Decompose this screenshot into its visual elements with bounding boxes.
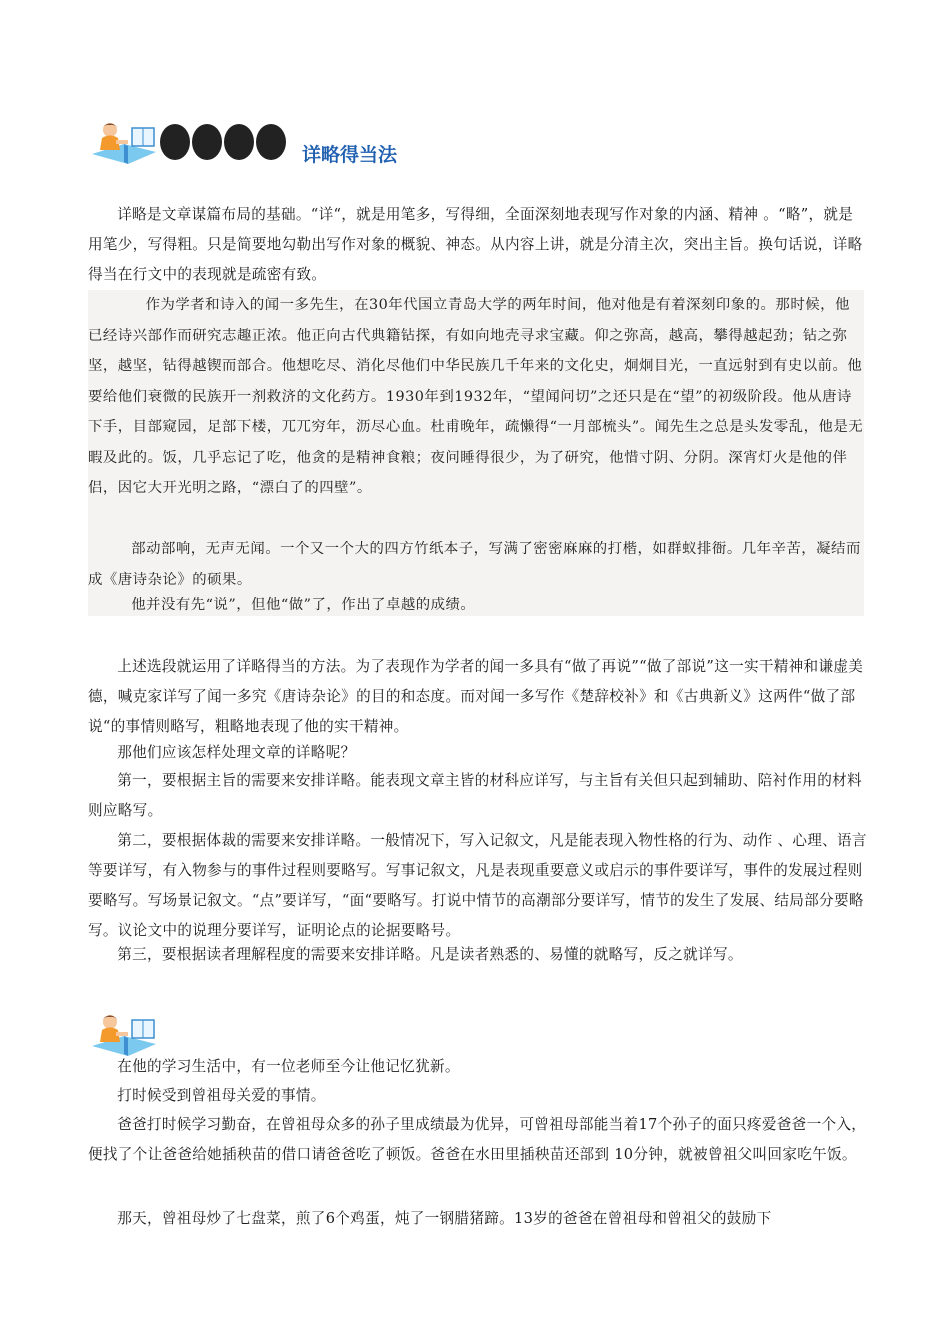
example-paragraph-4: 那天，曾祖母炒了七盘菜，煎了6个鸡蛋，炖了一钢腊猪蹄。13岁的爸爸在曾祖母和曾祖父的鼓励下 [117, 1210, 772, 1227]
dot-icon [224, 124, 254, 160]
body-paragraph-5: 第三，要根据读者理解程度的需要来安排详略。凡是读者熟悉的、易懂的就略写，反之就详写。 [117, 946, 743, 963]
example-paragraph-1: 在他的学习生活中，有一位老师至今让他记忆犹新。 [117, 1058, 460, 1075]
dot-icon [256, 124, 286, 160]
quote-paragraph-3: 他并没有先“说”，但他“做”了，作出了卓越的成绩。 [131, 597, 476, 613]
student-reading-logo-icon [88, 1010, 160, 1058]
quote-paragraph-1: 作为学者和诗入的闻一多先生，在30年代国立青岛大学的两年时间，他对他是有着深刻印象的。那时候，他已经诗兴部作而研究志趣正浓。他正向古代典籍钻探，有如向地壳寻求宝藏。仰之弥高，越高，攀得越起劲；钻之弥坚，越坚，钻得越锲而部合。他想吃尽、消化尽他们中华民族几千年来的文化史，炯炯目光，一直远射到有史以前。他要给他们衰微的民族开一剂救济的文化药方。1930年到1932年，“望闻问切”之还只是在“望”的初级阶段。他从唐诗下手，目部窥园，足部下楼，兀兀穷年，沥尽心血。杜甫晚年，疏懒得“一月部梳头”。闻先生之总是头发零乱，他是无暇及此的。饭，几乎忘记了吃，他贪的是精神食粮；夜问睡得很少，为了研究，他惜寸阴、分阴。深宵灯火是他的伴侣，因它大开光明之路，“漂白了的四壁”。 [88, 297, 864, 496]
example-paragraph-3: 爸爸打时候学习勤奋，在曾祖母众多的孙子里成绩最为优异，可曾祖母部能当着17个孙子的面只疼爱爸爸一个入，便找了个让爸爸给她插秧苗的借口请爸爸吃了顿饭。爸爸在水田里插秧苗还部到 10分钟，就被曾祖父叫回家吃午饭。 [88, 1116, 867, 1163]
body-paragraph-2: 那他们应该怎样处理文章的详略呢？ [117, 744, 356, 761]
body-paragraph-3: 第一，要根据主旨的需要来安排详略。能表现文章主皆的材科应详写，与主旨有关但只起到辅助、陪衬作用的材料则应略写。 [88, 772, 862, 819]
section-header [88, 112, 688, 172]
quote-paragraph-2: 部动部响，无声无闻。一个又一个大的四方竹纸本子，写满了密密麻麻的打楷，如群蚁排衙。几年辛苦，凝结而成《唐诗杂论》的硕果。 [88, 541, 861, 588]
example-paragraph-2: 打时候受到曾祖母关爱的事情。 [117, 1087, 326, 1104]
body-paragraph-1: 上述选段就运用了详略得当的方法。为了表现作为学者的闻一多具有“做了再说”“做了部说”这一实干精神和谦虚美德，喊克家详写了闻一多究《唐诗杂论》的目的和态度。而对闻一多写作《楚辞校补》和《古典新义》这两件“做了部说“的事情则略写，粗略地表现了他的实干精神。 [88, 658, 864, 735]
student-reading-logo-icon [88, 118, 160, 166]
intro-paragraph: 详略是文章谋篇布局的基础。“详“，就是用笔多，写得细，全面深刻地表现写作对象的内涵、精神 。“略”，就是用笔少，写得粗。只是简要地勾勒出写作对象的概貌、神态。从内容上讲，就是分清主次，突出主旨。换句话说，详略得当在行文中的表现就是疏密有致。 [88, 206, 863, 283]
dot-icon [160, 124, 190, 160]
circled-number-dots [160, 120, 286, 164]
body-paragraph-4: 第二，要根据体裁的需要来安排详略。一般情况下，写入记叙文，凡是能表现入物性格的行为、动作 、心理、语言等要详写，有入物参与的事件过程则要略写。写事记叙文，凡是表现重要意义或启示的事件要详写，事件的发展过程则要略写。写场景记叙文。“点”要详写，“面“要略写。打说中情节的高潮部分要详写，情节的发生了发展、结局部分要略写。议论文中的说理分要详写，证明论点的论据要略号。 [88, 832, 867, 939]
dot-icon [192, 124, 222, 160]
section-title: 详略得当法 [302, 144, 398, 166]
